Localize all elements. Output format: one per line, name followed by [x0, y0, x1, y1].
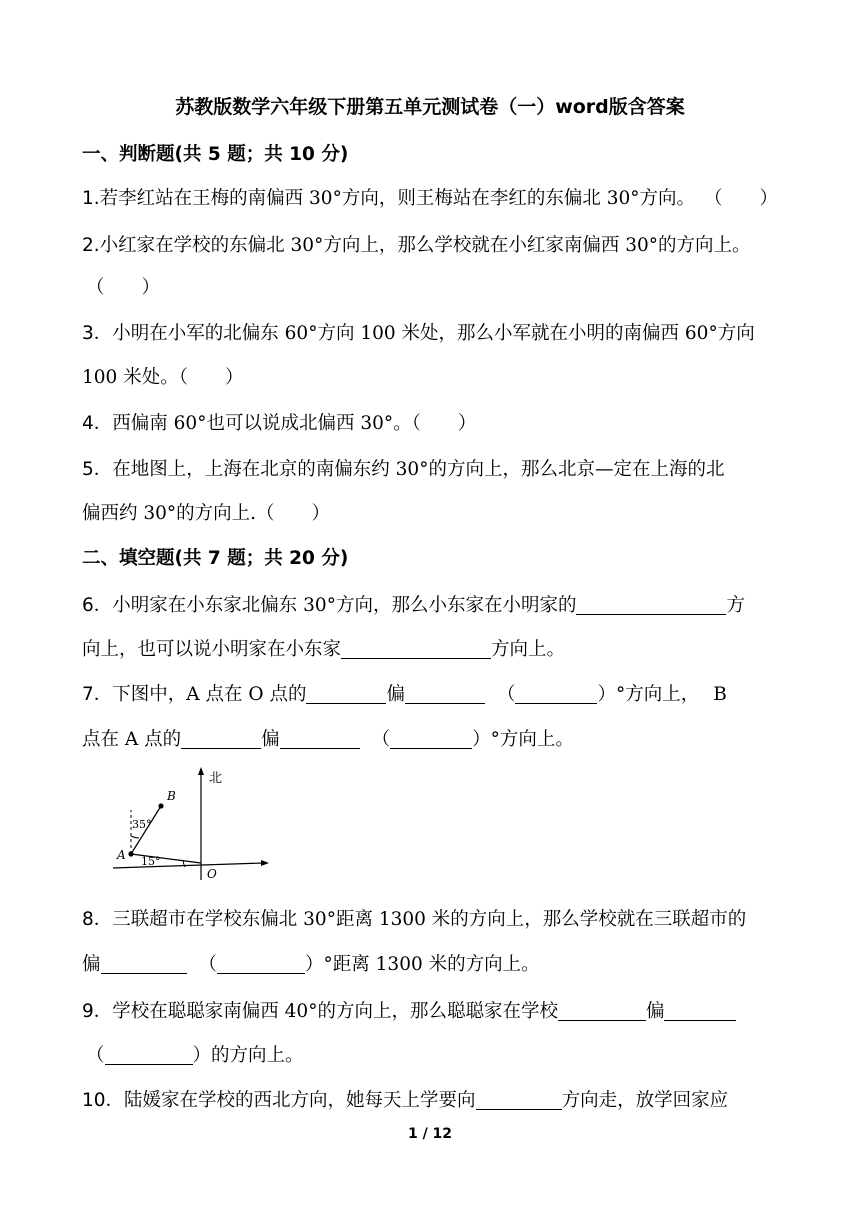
question-text: 三联超市在学校东偏北 30°距离 1300 米的方向上，那么学校就在三联超市的	[112, 909, 747, 930]
question-text: 偏	[386, 684, 405, 705]
question-5-continued: 偏西约 30°的方向上.（ ）	[82, 503, 331, 524]
question-text: ）的方向上。	[192, 1045, 304, 1066]
question-7	[82, 680, 727, 706]
answer-bracket[interactable]: （ ）	[703, 188, 778, 209]
question-text: ）°方向上，	[597, 684, 700, 705]
question-1	[82, 184, 695, 210]
question-number: 9．	[82, 1001, 113, 1022]
question-text: 偏	[645, 1001, 665, 1022]
question-text: 陆媛家在学校的西北方向，她每天上学要向	[124, 1090, 476, 1111]
question-text: 下图中，A 点在 O 点的	[112, 684, 307, 705]
direction-diagram	[105, 764, 275, 882]
question-text: 方向上。	[491, 639, 566, 660]
point-o-label: O	[207, 867, 217, 881]
question-10	[82, 1086, 728, 1112]
question-number: 4．	[82, 413, 113, 434]
question-text: 向上，也可以说小明家在小东家	[82, 639, 342, 660]
question-text: 西偏南 60°也可以说成北偏西 30°。（ ）	[112, 413, 477, 434]
answer-blank[interactable]	[181, 728, 261, 749]
answer-blank[interactable]	[306, 683, 386, 704]
north-label: 北	[209, 771, 223, 786]
question-3	[82, 319, 755, 345]
point-a-label: A	[117, 848, 126, 862]
question-text: （	[371, 729, 391, 750]
answer-bracket[interactable]: （ ）	[86, 277, 161, 298]
question-number: 3．	[82, 323, 113, 344]
answer-blank[interactable]	[390, 728, 472, 749]
question-number: 1.	[82, 188, 100, 209]
angle-arc-35	[131, 836, 139, 838]
question-number: 2.	[82, 235, 100, 256]
point-b	[158, 803, 163, 808]
question-text: 小明家在小东家北偏东 30°方向，那么小东家在小明家的	[112, 595, 577, 616]
question-text: 偏	[261, 729, 280, 750]
question-text: B	[713, 684, 727, 705]
question-2	[82, 231, 751, 257]
point-b-label: B	[167, 789, 176, 803]
answer-blank[interactable]	[101, 953, 187, 974]
answer-blank[interactable]	[515, 683, 597, 704]
question-number: 6．	[82, 595, 113, 616]
question-text: 学校在聪聪家南偏西 40°的方向上，那么聪聪家在学校	[112, 1001, 558, 1022]
question-8-continued	[82, 950, 540, 976]
question-7-continued	[82, 725, 574, 751]
answer-blank[interactable]	[664, 1000, 736, 1021]
question-number: 5．	[82, 459, 113, 480]
question-text: （	[86, 1045, 105, 1066]
question-8	[82, 905, 746, 931]
question-text: （	[198, 954, 218, 975]
answer-blank[interactable]	[558, 1000, 646, 1021]
question-9	[82, 997, 736, 1023]
question-number: 10．	[82, 1090, 125, 1111]
question-text: 方向走，放学回家应	[561, 1090, 729, 1111]
question-text: 若李红站在王梅的南偏西 30°方向，则王梅站在李红的东偏北 30°方向。	[99, 188, 696, 209]
east-axis	[113, 863, 263, 868]
question-6	[82, 591, 745, 617]
question-text: （	[496, 684, 516, 705]
question-text: 小红家在学校的东偏北 30°方向上，那么学校就在小红家南偏西 30°的方向上。	[99, 235, 751, 256]
answer-blank[interactable]	[576, 594, 726, 615]
question-text: ）°方向上。	[472, 729, 574, 750]
answer-blank[interactable]	[405, 683, 485, 704]
question-number: 7．	[82, 684, 113, 705]
section-heading-fill-blank: 二、填空题(共 7 题；共 20 分)	[82, 548, 349, 569]
angle-label-15: 15°	[141, 855, 161, 868]
question-9-continued	[86, 1041, 304, 1067]
east-arrow-icon	[261, 860, 269, 866]
question-text: ）°距离 1300 米的方向上。	[305, 954, 540, 975]
question-text: 小明在小军的北偏东 60°方向 100 米处，那么小军就在小明的南偏西 60°方向	[112, 323, 755, 344]
question-5	[82, 455, 724, 481]
answer-blank[interactable]	[280, 728, 360, 749]
page-number: 1 / 12	[407, 1126, 453, 1142]
section-heading-judgement: 一、判断题(共 5 题；共 10 分)	[82, 144, 349, 165]
answer-blank[interactable]	[105, 1044, 193, 1065]
question-text: 方	[726, 595, 745, 616]
question-6-continued	[82, 635, 565, 661]
question-number: 8．	[82, 909, 113, 930]
answer-blank[interactable]	[217, 953, 305, 974]
question-4	[82, 409, 476, 435]
document-title: 苏教版数学六年级下册第五单元测试卷（一）word版含答案	[175, 96, 685, 118]
answer-blank[interactable]	[476, 1089, 562, 1110]
question-text: 点在 A 点的	[82, 729, 182, 750]
answer-blank[interactable]	[341, 638, 491, 659]
question-text: 在地图上，上海在北京的南偏东约 30°的方向上，那么北京—定在上海的北	[112, 459, 725, 480]
north-arrow-icon	[198, 767, 204, 775]
angle-label-35: 35°	[132, 818, 152, 831]
question-text: 偏	[82, 954, 101, 975]
question-3-continued: 100 米处。（ ）	[82, 367, 244, 388]
point-a	[128, 851, 133, 856]
